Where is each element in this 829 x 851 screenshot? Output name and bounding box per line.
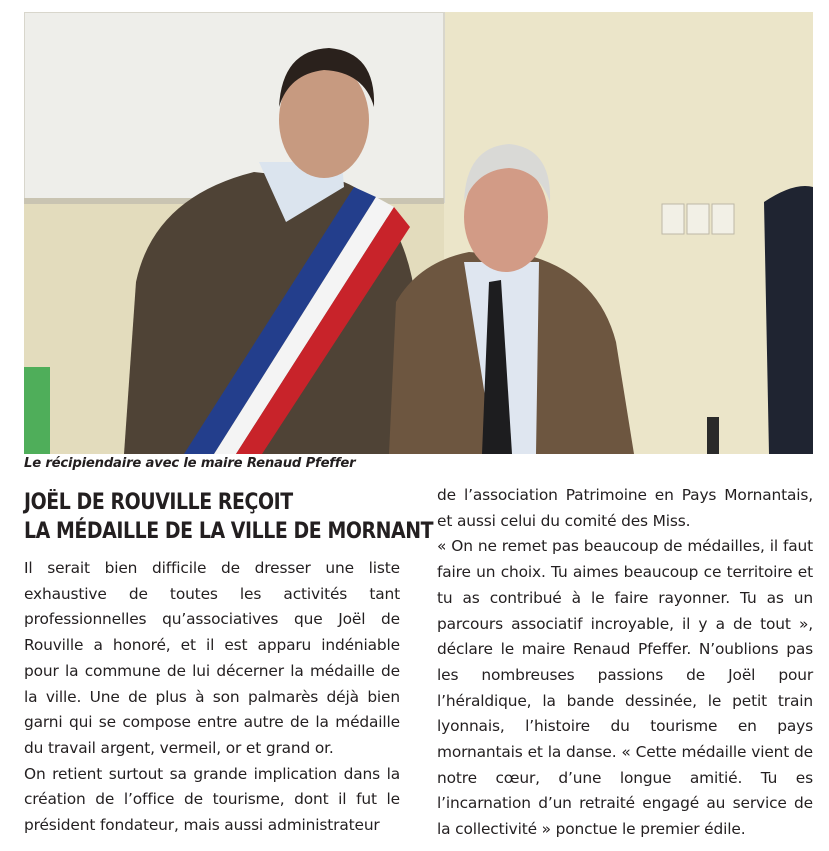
- article-title-line-1: JOËL DE ROUVILLE REÇOIT: [24, 490, 293, 515]
- photo-illustration: [24, 12, 813, 454]
- article-title: [24, 488, 434, 546]
- left-paragraph-1: Il serait bien difficile de dresser une liste exhaustive de toutes les activités tant professionnelles qu’associatives que Joël de Rouville a honoré, et il est apparu indéniable pour la commune de lui décerner la médaille de la ville. Une de plus à son palmarès déjà bien garni qui se compose entre autre de la médaille du travail argent, vermeil, or et grand or.: [24, 559, 400, 757]
- right-paragraph-2: « On ne remet pas beaucoup de médailles, il faut faire un choix. Tu aimes beaucoup ce territoire et tu as contribué à le faire rayonner. Tu as un parcours associatif incroyable, il y a de tout », déclare le maire Renaud Pfeffer. N’oublions pas les nombreuses passions de Joël pour l’héraldique, la bande dessinée, le petit train lyonnais, l’histoire du tourisme en pays mornantais et la danse. « Cette médaille vient de notre cœur, d’une longue amitié. Tu es l’incarnation d’un retraité engagé au service de la collectivité » ponctue le premier édile.: [437, 537, 813, 839]
- right-column: [437, 483, 813, 843]
- photo-caption: Le récipiendaire avec le maire Renaud Pfeffer: [24, 456, 356, 471]
- article-title-line-2: LA MÉDAILLE DE LA VILLE DE MORNANT: [24, 519, 434, 544]
- left-column: [24, 556, 400, 839]
- left-paragraph-2: On retient surtout sa grande implication dans la création de l’office de tourisme, dont il fut le président fondateur, mais aussi administrateur: [24, 764, 400, 835]
- article-photo: [24, 12, 813, 454]
- right-paragraph-1: de l’association Patrimoine en Pays Mornantais, et aussi celui du comité des Miss.: [437, 486, 813, 530]
